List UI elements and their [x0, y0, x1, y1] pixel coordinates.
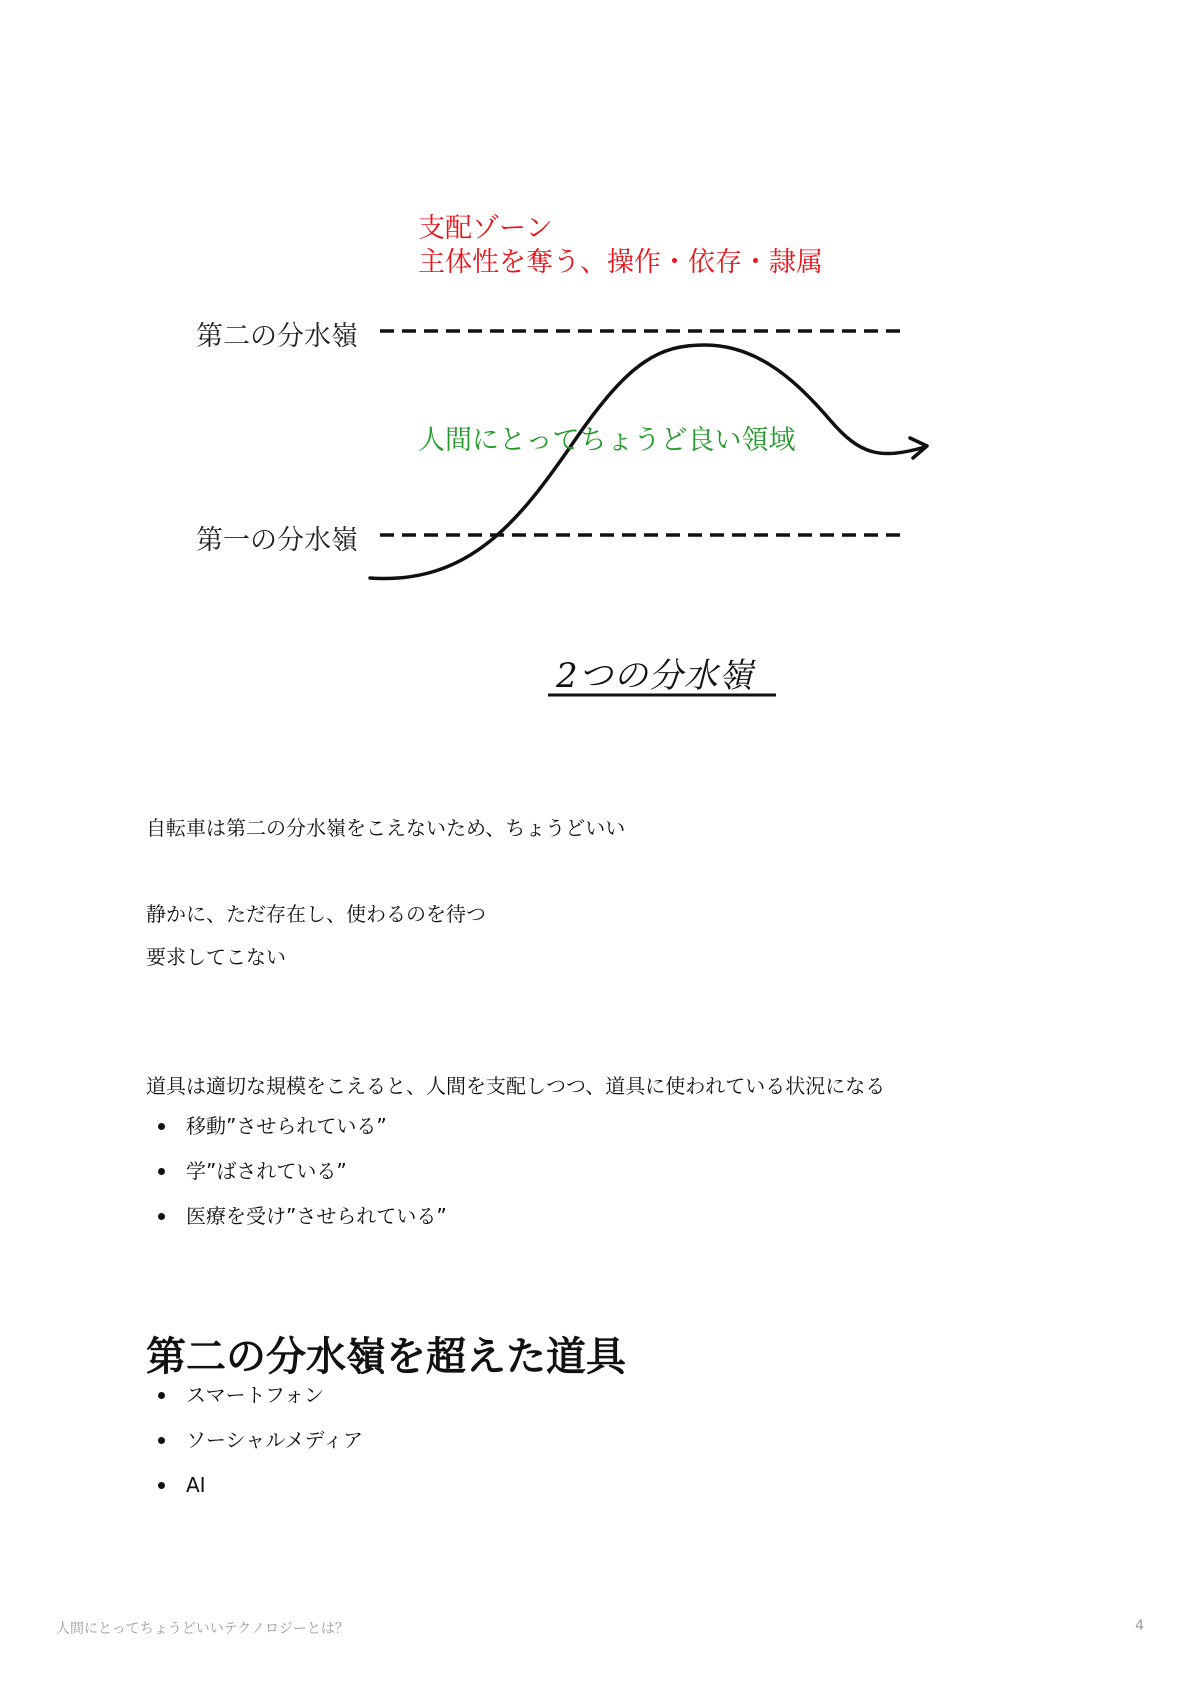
paragraph-tools-scale: 道具は適切な規模をこえると、人間を支配しつつ、道具に使われている状況になる	[146, 1074, 886, 1098]
page-number: 4	[1135, 1618, 1144, 1634]
list-item: ソーシャルメディア	[146, 1428, 363, 1473]
forced-list	[146, 1114, 447, 1249]
domination-zone-title: 支配ゾーン	[418, 213, 553, 244]
paragraph-no-demand: 要求してこない	[146, 945, 286, 969]
list-item: 学”ばされている”	[146, 1159, 447, 1204]
domination-zone-desc: 主体性を奪う、操作・依存・隷属	[418, 247, 823, 278]
second-watershed-label: 第二の分水嶺	[196, 321, 358, 352]
list-item: 医療を受け”させられている”	[146, 1204, 447, 1249]
watershed-diagram	[0, 0, 1192, 760]
section-heading: 第二の分水嶺を超えた道具	[146, 1334, 626, 1380]
watershed-figure	[0, 0, 1192, 760]
list-item: 移動”させられている”	[146, 1114, 447, 1159]
first-watershed-label: 第一の分水嶺	[196, 525, 358, 556]
paragraph-quiet: 静かに、ただ存在し、使わるのを待つ	[146, 902, 486, 926]
list-item: AI	[146, 1473, 363, 1518]
paragraph-bicycle: 自転車は第二の分水嶺をこえないため、ちょうどいい	[146, 816, 626, 840]
domination-zone-label	[418, 212, 823, 280]
good-zone-label: 人間にとってちょうど良い領域	[418, 425, 796, 456]
footer-title: 人間にとってちょうどいいテクノロジーとは？	[56, 1621, 349, 1637]
tools-list	[146, 1383, 363, 1518]
figure-caption: 2つの分水嶺	[556, 656, 754, 696]
list-item: スマートフォン	[146, 1383, 363, 1428]
watershed-curve	[370, 345, 925, 579]
